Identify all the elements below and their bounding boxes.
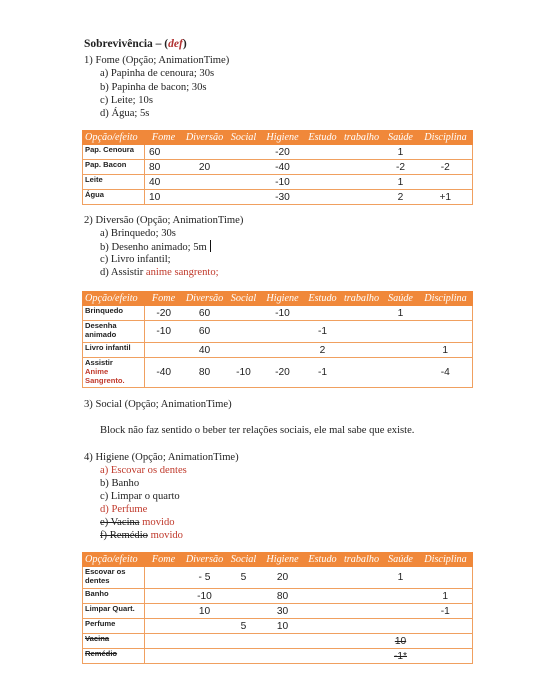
table-header-row <box>83 553 473 567</box>
list-item-red-text: anime sangrento; <box>145 267 219 278</box>
table-cell <box>305 589 341 604</box>
table-cell <box>419 321 473 343</box>
moved-label: movido <box>142 517 175 528</box>
row-label: Escovar os dentes <box>83 567 145 589</box>
table-cell: 10 <box>183 604 227 619</box>
moved-label: movido <box>150 530 183 541</box>
table-cell <box>383 589 419 604</box>
table-cell <box>145 567 183 589</box>
table-cell <box>341 306 383 321</box>
table-cell <box>419 634 473 649</box>
table-cell <box>341 358 383 388</box>
row-label: Água <box>83 190 145 205</box>
table-header-row <box>83 292 473 306</box>
table-cell: - 5 <box>183 567 227 589</box>
table-row <box>83 634 473 649</box>
table-cell <box>183 649 227 664</box>
list-item <box>100 516 175 529</box>
table-cell <box>341 160 383 175</box>
table-header-cell: Saúde <box>383 553 419 567</box>
table-cell <box>227 190 261 205</box>
table-cell: 30 <box>261 604 305 619</box>
row-label-red: Anime Sangrento. <box>85 367 125 385</box>
table-cell <box>383 343 419 358</box>
list-item-struck: f) Remédio <box>100 530 148 541</box>
table-cell: -10 <box>183 589 227 604</box>
table-header-cell: Higiene <box>261 131 305 145</box>
table-header-cell: Disciplina <box>419 292 473 306</box>
table-header-cell: Disciplina <box>419 131 473 145</box>
table-cell <box>341 321 383 343</box>
list-item: d) Perfume <box>100 504 148 515</box>
social-note: Block não faz sentido o beber ter relações sociais, ele mal sabe que existe. <box>100 425 415 436</box>
table-cell: 5 <box>227 619 261 634</box>
table-cell <box>419 306 473 321</box>
table-header-cell: Social <box>227 553 261 567</box>
table-cell <box>305 190 341 205</box>
table-header-cell: trabalho <box>341 131 383 145</box>
list-item: a) Brinquedo; 30s <box>100 228 176 239</box>
table-row <box>83 160 473 175</box>
table-row <box>83 604 473 619</box>
table-cell <box>227 160 261 175</box>
table-cell <box>341 145 383 160</box>
table-header-cell: Diversão <box>183 131 227 145</box>
table-cell: -2 <box>383 160 419 175</box>
table-header-cell: Fome <box>145 131 183 145</box>
table-header-cell: Estudo <box>305 553 341 567</box>
table-cell <box>227 175 261 190</box>
row-label: Remédio <box>83 649 145 664</box>
table-header-cell: Saúde <box>383 131 419 145</box>
table-cell: -10 <box>261 175 305 190</box>
row-label: Pap. Cenoura <box>83 145 145 160</box>
list-item-text: d) Assistir <box>100 267 146 278</box>
row-label: Limpar Quart. <box>83 604 145 619</box>
table-cell <box>261 634 305 649</box>
table-header-cell: Disciplina <box>419 553 473 567</box>
table-cell <box>419 567 473 589</box>
row-label: Leite <box>83 175 145 190</box>
table-cell: 5 <box>227 567 261 589</box>
section-fome-heading: 1) Fome (Opção; AnimationTime) <box>84 55 230 66</box>
table-cell <box>227 145 261 160</box>
table-cell <box>383 358 419 388</box>
table-row <box>83 175 473 190</box>
table-cell: -20 <box>261 145 305 160</box>
table-cell <box>419 649 473 664</box>
list-item: b) Papinha de bacon; 30s <box>100 82 207 93</box>
table-cell: 80 <box>145 160 183 175</box>
table-row <box>83 306 473 321</box>
table-header-cell: Social <box>227 131 261 145</box>
fome-table <box>82 130 473 205</box>
row-label: Brinquedo <box>83 306 145 321</box>
table-cell <box>383 321 419 343</box>
table-cell <box>341 567 383 589</box>
section-diversao-heading: 2) Diversão (Opção; AnimationTime) <box>84 215 244 226</box>
table-row <box>83 589 473 604</box>
table-row <box>83 343 473 358</box>
table-cell <box>183 145 227 160</box>
table-cell <box>341 619 383 634</box>
table-cell: +1 <box>419 190 473 205</box>
table-cell <box>305 567 341 589</box>
table-cell: 1 <box>383 306 419 321</box>
row-label: Livro infantil <box>83 343 145 358</box>
row-label: Desenha animado <box>83 321 145 343</box>
section-higiene-heading: 4) Higiene (Opção; AnimationTime) <box>84 452 239 463</box>
table-header-cell: trabalho <box>341 553 383 567</box>
table-cell <box>341 634 383 649</box>
table-cell: -30 <box>261 190 305 205</box>
table-cell: -1 <box>305 321 341 343</box>
table-cell <box>261 321 305 343</box>
table-cell: 40 <box>145 175 183 190</box>
table-row <box>83 190 473 205</box>
table-cell <box>145 649 183 664</box>
table-cell <box>183 190 227 205</box>
text-cursor <box>210 240 211 252</box>
table-cell <box>183 619 227 634</box>
table-cell: -2 <box>419 160 473 175</box>
list-item: c) Livro infantil; <box>100 254 171 265</box>
table-cell <box>305 604 341 619</box>
table-cell: 40 <box>183 343 227 358</box>
table-cell: 2 <box>383 190 419 205</box>
table-cell: 80 <box>261 589 305 604</box>
table-cell: -40 <box>261 160 305 175</box>
row-label: Banho <box>83 589 145 604</box>
table-header-cell: Estudo <box>305 292 341 306</box>
table-header-cell: Opção/efeito <box>83 292 145 306</box>
table-cell: 2 <box>305 343 341 358</box>
row-label: Assistir Anime Sangrento. <box>83 358 145 388</box>
table-cell <box>227 306 261 321</box>
table-cell: 60 <box>183 321 227 343</box>
table-cell <box>305 619 341 634</box>
table-cell: 80 <box>183 358 227 388</box>
table-header-cell: Saúde <box>383 292 419 306</box>
table-cell <box>261 343 305 358</box>
table-cell <box>341 589 383 604</box>
table-cell: -1* <box>383 649 419 664</box>
table-cell <box>341 190 383 205</box>
table-cell: -10 <box>261 306 305 321</box>
row-label: Perfume <box>83 619 145 634</box>
table-cell <box>383 619 419 634</box>
table-cell: 1 <box>383 175 419 190</box>
table-cell <box>227 634 261 649</box>
section-social-heading: 3) Social (Opção; AnimationTime) <box>84 399 232 410</box>
table-row <box>83 619 473 634</box>
list-item <box>100 240 211 254</box>
table-cell <box>305 634 341 649</box>
table-cell: -20 <box>261 358 305 388</box>
table-cell <box>227 589 261 604</box>
table-cell <box>183 175 227 190</box>
table-cell: -40 <box>145 358 183 388</box>
table-header-cell: Social <box>227 292 261 306</box>
row-label: Vacina <box>83 634 145 649</box>
table-cell <box>227 649 261 664</box>
list-item: b) Banho <box>100 478 140 489</box>
table-row <box>83 567 473 589</box>
table-cell: 20 <box>183 160 227 175</box>
table-cell <box>419 175 473 190</box>
table-cell <box>305 175 341 190</box>
table-header-cell: Fome <box>145 553 183 567</box>
table-cell <box>341 343 383 358</box>
list-item-struck: e) Vacina <box>100 517 140 528</box>
table-cell <box>305 145 341 160</box>
table-cell <box>383 604 419 619</box>
table-cell <box>145 589 183 604</box>
higiene-table <box>82 552 473 664</box>
list-item: d) Água; 5s <box>100 108 150 119</box>
table-cell: -4 <box>419 358 473 388</box>
title-def: def <box>168 38 183 50</box>
list-item <box>100 529 183 542</box>
table-cell <box>341 175 383 190</box>
table-cell <box>419 145 473 160</box>
list-item: a) Papinha de cenoura; 30s <box>100 68 215 79</box>
list-item <box>100 266 219 279</box>
title-text: Sobrevivência – ( <box>84 38 169 50</box>
list-item-text: b) Desenho animado; 5m <box>100 242 207 253</box>
list-item: c) Limpar o quarto <box>100 491 180 502</box>
table-cell <box>341 649 383 664</box>
table-header-cell: trabalho <box>341 292 383 306</box>
table-cell: 10 <box>145 190 183 205</box>
title-close: ) <box>182 38 187 50</box>
table-cell: 1 <box>419 589 473 604</box>
table-cell: 10 <box>261 619 305 634</box>
table-header-cell: Fome <box>145 292 183 306</box>
table-header-cell: Diversão <box>183 292 227 306</box>
table-cell: -1 <box>419 604 473 619</box>
table-cell <box>183 634 227 649</box>
table-row <box>83 145 473 160</box>
table-cell: 10 <box>383 634 419 649</box>
table-row <box>83 321 473 343</box>
table-cell: -20 <box>145 306 183 321</box>
document-title <box>84 38 187 50</box>
table-header-cell: Higiene <box>261 292 305 306</box>
table-cell <box>145 634 183 649</box>
table-cell: 1 <box>419 343 473 358</box>
table-cell <box>227 604 261 619</box>
table-cell: -10 <box>227 358 261 388</box>
table-header-cell: Opção/efeito <box>83 131 145 145</box>
table-cell: -1 <box>305 358 341 388</box>
list-item: c) Leite; 10s <box>100 95 153 106</box>
table-cell <box>305 306 341 321</box>
table-cell <box>341 604 383 619</box>
table-cell <box>145 604 183 619</box>
diversao-table <box>82 291 473 388</box>
table-cell: 1 <box>383 567 419 589</box>
table-header-cell: Opção/efeito <box>83 553 145 567</box>
table-row <box>83 649 473 664</box>
table-header-row <box>83 131 473 145</box>
list-item: a) Escovar os dentes <box>100 465 187 476</box>
row-label: Pap. Bacon <box>83 160 145 175</box>
table-cell: 60 <box>183 306 227 321</box>
table-cell <box>305 160 341 175</box>
table-cell <box>227 343 261 358</box>
table-cell <box>419 619 473 634</box>
table-row <box>83 358 473 388</box>
table-cell: -10 <box>145 321 183 343</box>
table-cell: 60 <box>145 145 183 160</box>
table-cell <box>305 649 341 664</box>
table-cell <box>145 343 183 358</box>
table-cell <box>145 619 183 634</box>
table-header-cell: Estudo <box>305 131 341 145</box>
table-cell: 20 <box>261 567 305 589</box>
table-cell <box>227 321 261 343</box>
table-header-cell: Higiene <box>261 553 305 567</box>
table-cell <box>261 649 305 664</box>
table-cell: 1 <box>383 145 419 160</box>
table-header-cell: Diversão <box>183 553 227 567</box>
